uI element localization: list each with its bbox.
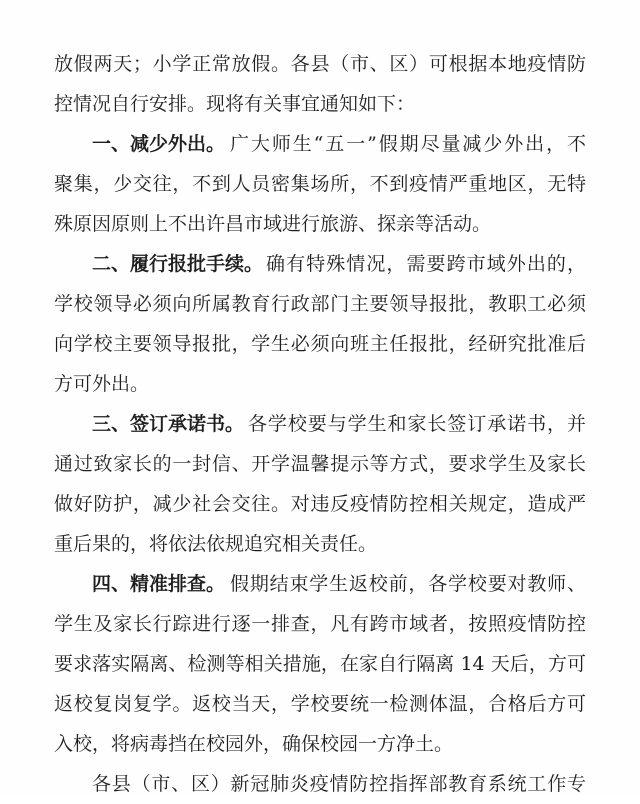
text-line: 控情况自行安排。现将有关事宜通知如下： [54,93,416,115]
section-heading-line: 二、履行报批手续。 确有特殊情况，需要跨市域外出的， [0,244,640,284]
text-line: 放假两天；小学正常放假。各县（市、区）可根据本地疫情防 [54,53,586,75]
text-line: 返校复岗复学。返校当天，学校要统一检测体温，合格后方可 [54,693,586,715]
section-heading-line: 四、精准排查。 假期结束学生返校前，各学校要对教师、 [0,564,640,604]
section-heading-line: 一、减少外出。 广大师生“五一”假期尽量减少外出，不 [0,124,640,164]
text-line: 向学校主要领导报批，学生必须向班主任报批，经研究批准后 [54,333,586,355]
text-line: 入校，将病毒挡在校园外，确保校园一方净土。 [54,733,454,755]
text-line: 各县（市、区）新冠肺炎疫情防控指挥部教育系统工作专 [92,773,586,795]
section-heading: 一、减少外出。 [92,133,226,155]
text-line: 学校领导必须向所属教育行政部门主要领导报批，教职工必须 [54,293,586,315]
text-line: 重后果的，将依法依规追究相关责任。 [54,533,378,555]
text-line: 聚集，少交往，不到人员密集场所，不到疫情严重地区，无特 [54,173,586,195]
section-heading: 四、精准排查。 [92,573,226,595]
text-line: 殊原因原则上不出许昌市域进行旅游、探亲等活动。 [54,213,492,235]
section-heading: 二、履行报批手续。 [92,253,264,275]
text-line: 要求落实隔离、检测等相关措施，在家自行隔离 14 天后，方可 [54,653,586,675]
section-heading-line: 三、签订承诺书。 各学校要与学生和家长签订承诺书，并 [0,404,640,444]
text-line: 方可外出。 [54,373,150,395]
section-heading: 三、签订承诺书。 [92,413,245,435]
text-line: 通过致家长的一封信、开学温馨提示等方式，要求学生及家长 [54,453,586,475]
text-line: 做好防护，减少社会交往。对违反疫情防控相关规定，造成严 [54,493,586,515]
text-line: 学生及家长行踪进行逐一排查，凡有跨市域者，按照疫情防控 [54,613,586,635]
